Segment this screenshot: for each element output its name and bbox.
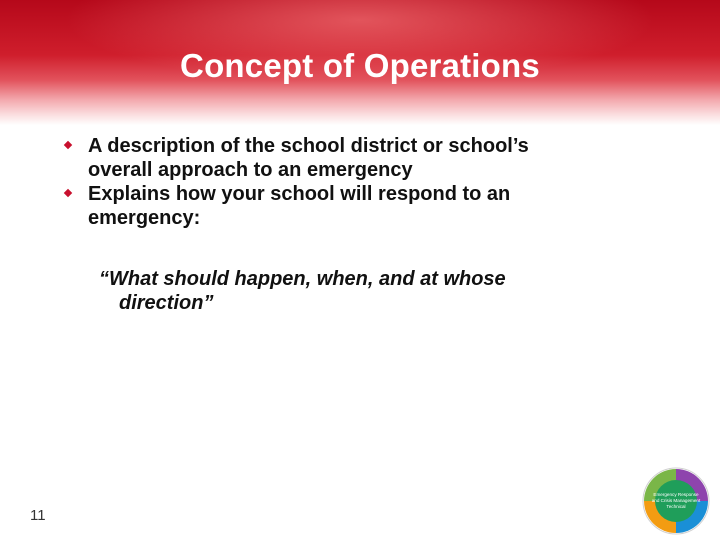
logo-text-line: Emergency Response xyxy=(653,492,699,497)
quote-line: direction” xyxy=(119,292,214,314)
page-number: 11 xyxy=(30,507,46,524)
logo-text-line: and Crisis Management xyxy=(651,498,701,503)
bullet-item xyxy=(62,134,652,182)
diamond-bullet-icon xyxy=(64,189,72,197)
emergency-management-cycle-logo-icon xyxy=(641,466,711,536)
bullet-text-line: emergency: xyxy=(88,207,201,229)
quote-block xyxy=(99,267,619,315)
bullet-item xyxy=(62,182,652,230)
diamond-bullet-icon xyxy=(64,141,72,149)
logo-text-line: Technical xyxy=(666,504,686,509)
bullet-text-line: overall approach to an emergency xyxy=(88,159,413,181)
quote-line: “What should happen, when, and at whose xyxy=(99,268,506,290)
bullet-text-line: Explains how your school will respond to an xyxy=(88,183,511,205)
slide-header xyxy=(0,0,720,125)
bullet-list xyxy=(62,134,652,230)
slide-title: Concept of Operations xyxy=(180,47,540,84)
bullet-text-line: A description of the school district or school’s xyxy=(88,135,529,157)
